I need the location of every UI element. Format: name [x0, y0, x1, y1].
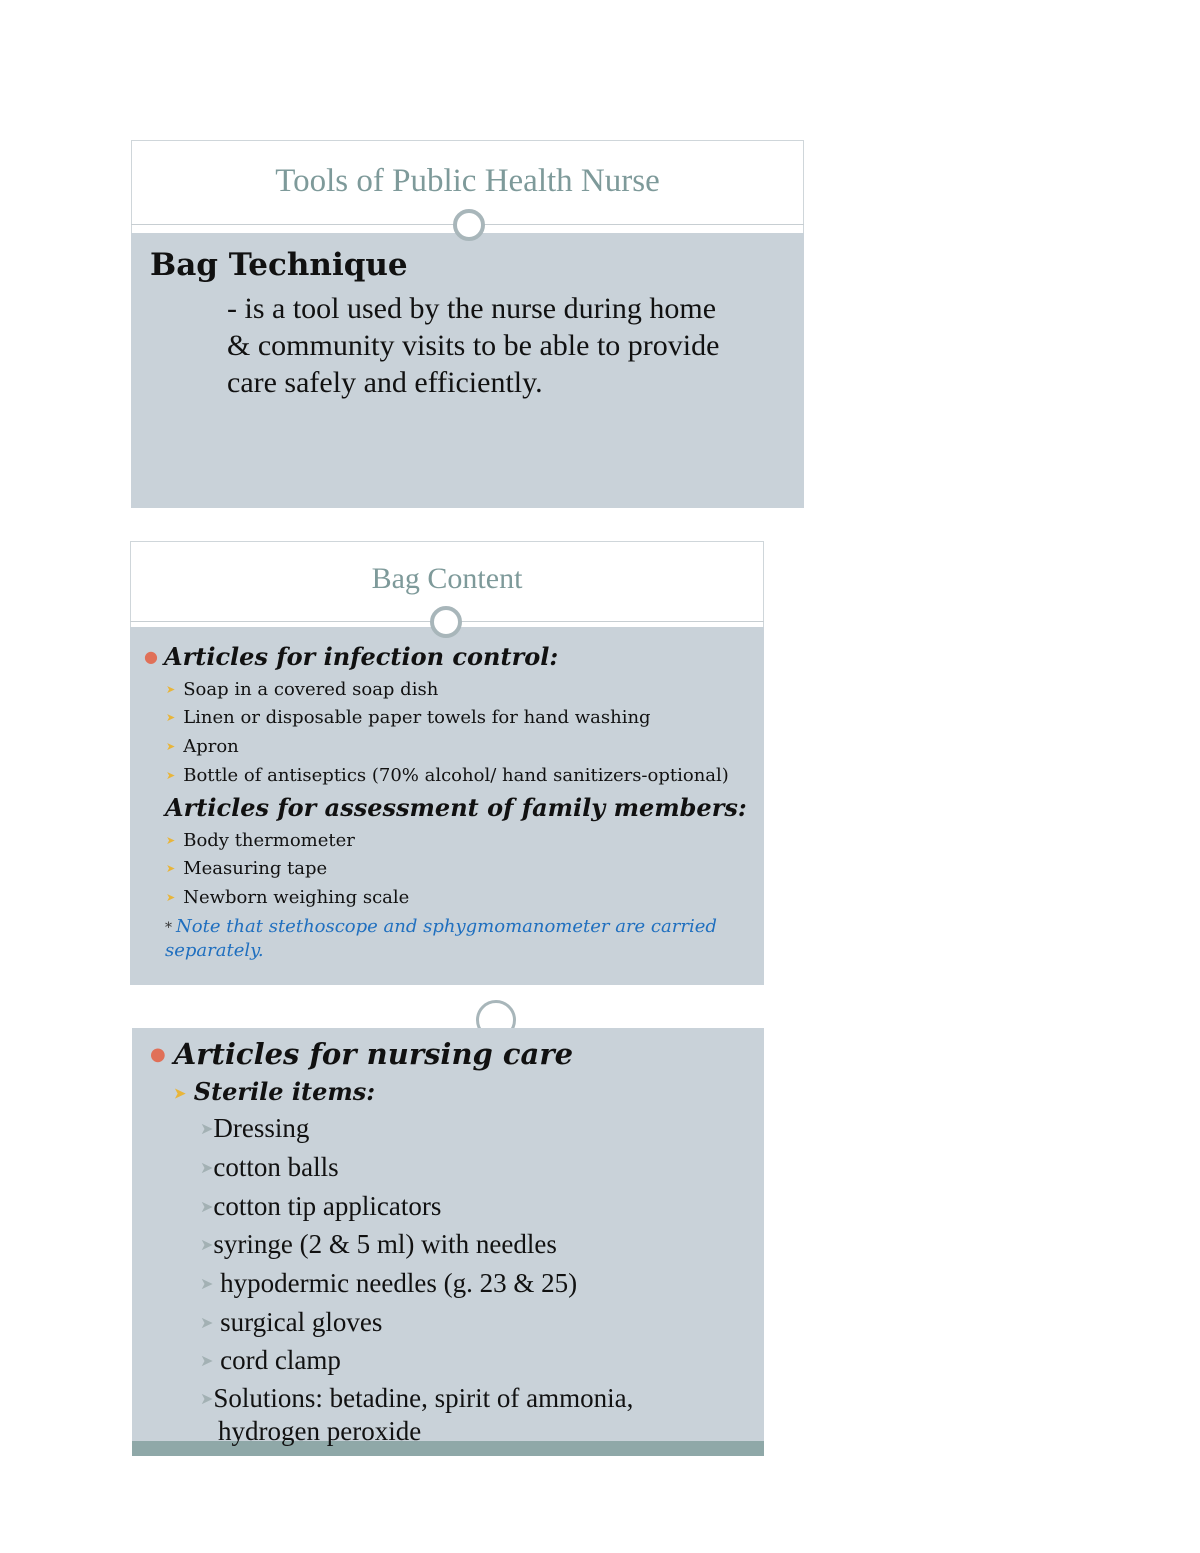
list-item-text: Apron [183, 736, 239, 757]
list-item-text: Newborn weighing scale [183, 887, 410, 908]
chevron-arrow-icon: ➤ [166, 711, 176, 724]
section-heading-text: Articles for infection control: [163, 642, 559, 671]
definition-line-2: & community visits to be able to provide [227, 329, 720, 362]
chevron-arrow-icon: ➤ [200, 1199, 214, 1216]
list-item-text: Bottle of antiseptics (70% alcohol/ hand sanitizers-optional) [183, 765, 729, 786]
list-item [166, 679, 438, 700]
section-heading: Bag Technique [150, 247, 408, 283]
chevron-arrow-icon: ➤ [200, 1160, 214, 1177]
list-item [166, 858, 327, 879]
list-item-text: Body thermometer [183, 830, 355, 851]
chevron-arrow-icon: ➤ [166, 862, 176, 875]
list-item-text: cotton balls [213, 1152, 339, 1182]
list-item [200, 1152, 339, 1183]
list-item [200, 1383, 633, 1414]
list-item [166, 830, 355, 851]
note-marker: * [165, 920, 172, 936]
list-item-text: cotton tip applicators [213, 1191, 442, 1221]
list-item [166, 736, 239, 757]
sub-heading-text: Sterile items: [193, 1077, 376, 1106]
list-item [200, 1268, 577, 1299]
ring-ornament-icon [430, 606, 462, 638]
chevron-arrow-icon: ➤ [200, 1391, 214, 1408]
sub-heading-sterile-items [174, 1077, 375, 1106]
slide-tools-of-public-health-nurse [131, 140, 804, 508]
list-item-text: Measuring tape [183, 858, 328, 879]
section-heading-text: Articles for nursing care [173, 1037, 574, 1071]
definition-line-3: care safely and efficiently. [227, 366, 543, 399]
chevron-arrow-icon: ➤ [174, 1086, 186, 1102]
chevron-arrow-icon: ➤ [166, 834, 176, 847]
chevron-arrow-icon: ➤ [166, 891, 176, 904]
list-item [166, 765, 729, 786]
note [165, 916, 717, 937]
chevron-arrow-icon: ➤ [166, 740, 176, 753]
ring-ornament-icon [453, 209, 485, 241]
list-item-text: Solutions: betadine, spirit of ammonia, [213, 1383, 634, 1413]
list-item [200, 1345, 341, 1376]
list-item [200, 1191, 441, 1222]
chevron-arrow-icon: ➤ [200, 1237, 214, 1254]
round-bullet-icon: ● [144, 647, 158, 666]
section-heading-infection-control [144, 642, 558, 671]
chevron-arrow-icon: ➤ [200, 1121, 214, 1138]
chevron-arrow-icon: ➤ [200, 1315, 214, 1332]
section-heading-nursing-care [150, 1037, 573, 1071]
list-item-text: Soap in a covered soap dish [183, 679, 439, 700]
chevron-arrow-icon: ➤ [166, 683, 176, 696]
slide-bag-content [130, 541, 764, 985]
list-item-text: cord clamp [213, 1345, 341, 1375]
list-item-text: hypodermic needles (g. 23 & 25) [213, 1268, 578, 1298]
list-item-text: surgical gloves [213, 1307, 383, 1337]
chevron-arrow-icon: ➤ [200, 1353, 214, 1370]
list-item [200, 1229, 557, 1260]
round-bullet-icon: ● [150, 1044, 166, 1065]
section-heading-assessment: Articles for assessment of family members: [165, 793, 747, 822]
list-item-text: Dressing [213, 1113, 310, 1143]
note-line-1: Note that stethoscope and sphygmomanometer are carried [176, 916, 717, 937]
list-item-continuation: hydrogen peroxide [218, 1416, 422, 1446]
chevron-arrow-icon: ➤ [200, 1276, 214, 1293]
slide-nursing-care-articles [132, 1000, 764, 1456]
list-item [200, 1113, 309, 1144]
list-item [200, 1307, 382, 1338]
chevron-arrow-icon: ➤ [166, 769, 176, 782]
slide-title: Bag Content [371, 562, 523, 595]
list-item [166, 707, 651, 728]
list-item-text: Linen or disposable paper towels for hand washing [183, 707, 651, 728]
definition-line-1: - is a tool used by the nurse during home [227, 292, 717, 325]
slide-title: Tools of Public Health Nurse [275, 163, 660, 199]
list-item [166, 887, 409, 908]
list-item-text: syringe (2 & 5 ml) with needles [213, 1229, 557, 1259]
note-line-2: separately. [165, 940, 264, 961]
